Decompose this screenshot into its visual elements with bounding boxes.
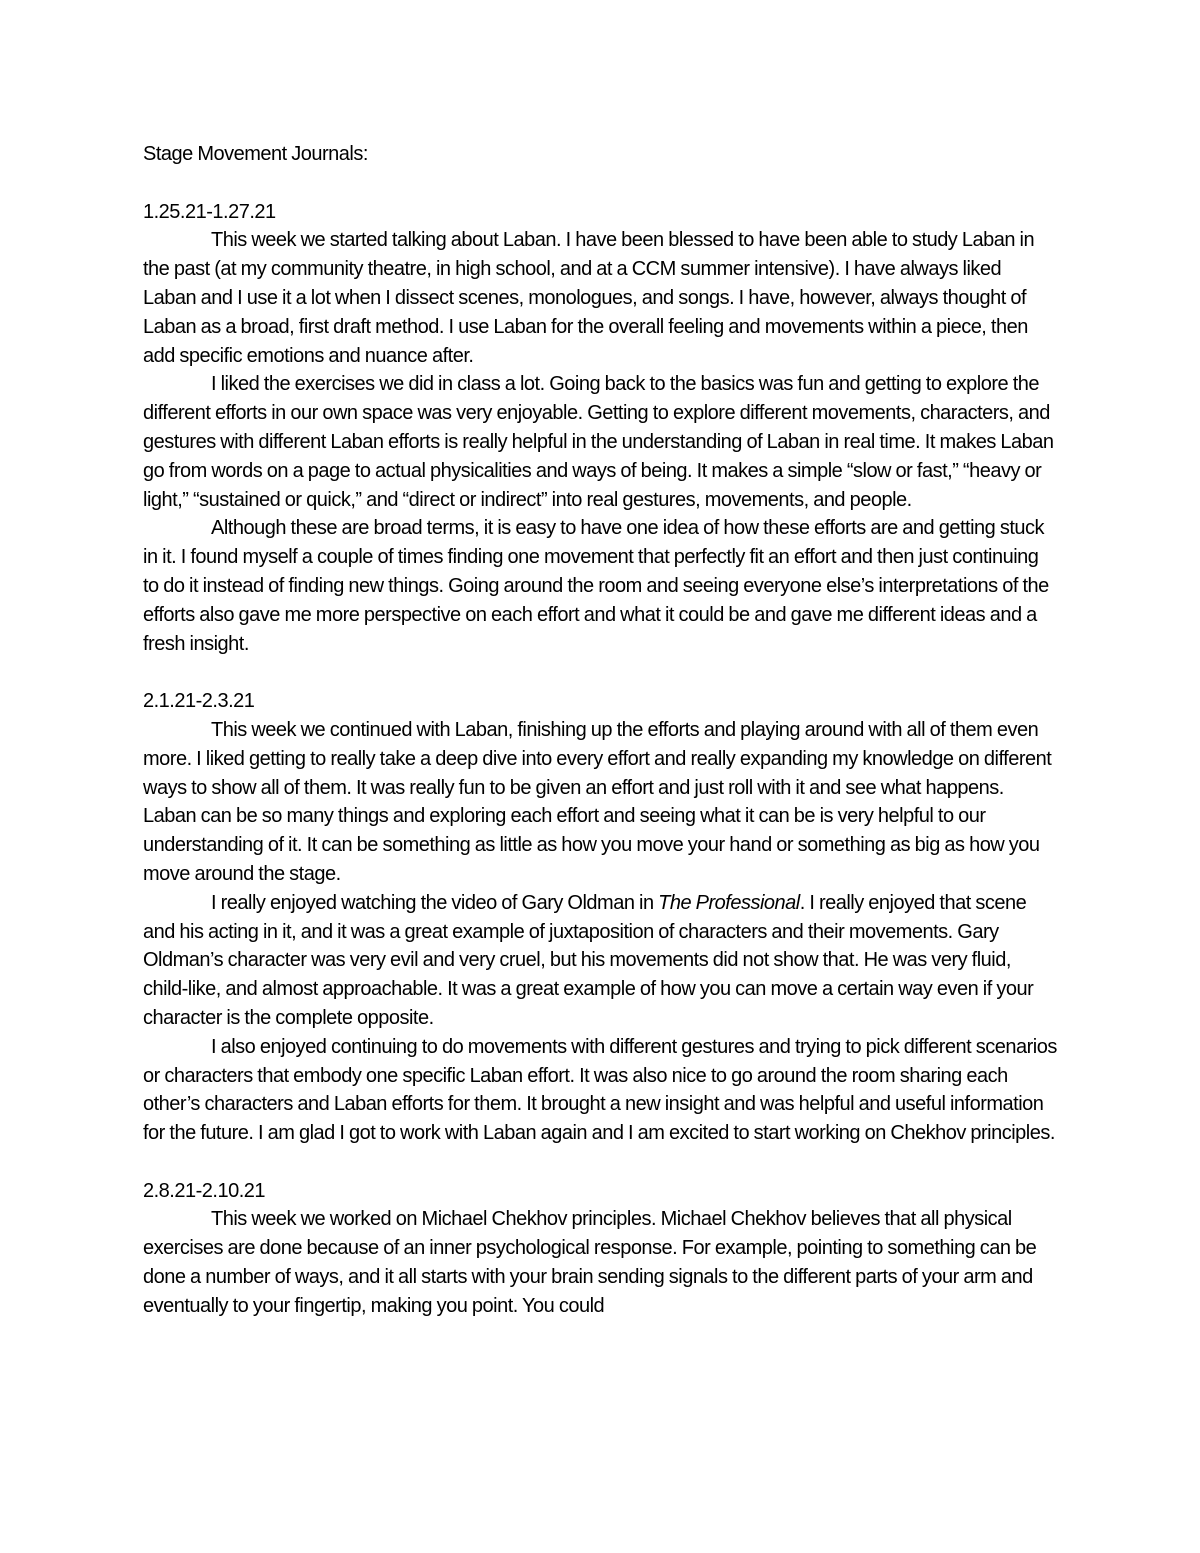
entry-date: 1.25.21-1.27.21 [143, 200, 276, 223]
entry-paragraph: I also enjoyed continuing to do movements with different gestures and trying to pick different scenarios or characters that embody one specific Laban effort. It was also nice to go around the room sharing each other’s characters and Laban efforts for them. It brought a new insight and was helpful and useful information for the future. I am glad I got to work with Laban again and I am excited to start working on Chekhov principles. [143, 1035, 1057, 1145]
film-title: The Professional [658, 891, 800, 914]
paragraph-text: . I really enjoyed that scene and his acting in it, and it was a great example of juxtaposition of characters and their movements. Gary Oldman’s character was very evil and very cruel, but his movements did not show that. He was very fluid, child-like, and almost approachable. It was a great example of how you can move a certain way even if your character is the complete opposite. [143, 891, 1034, 1029]
journal-entry-3 [143, 1177, 1058, 1321]
journal-entry-1 [143, 198, 1058, 659]
entry-paragraph: This week we started talking about Laban. I have been blessed to have been able to study Laban in the past (at my community theatre, in high school, and at a CCM summer intensive). I have always liked Laban and I use it a lot when I dissect scenes, monologues, and songs. I have, however, always thought of Laban as a broad, first draft method. I use Laban for the overall feeling and movements within a piece, then add specific emotions and nuance after. [143, 229, 1035, 367]
paragraph-text: I really enjoyed watching the video of Gary Oldman in [211, 891, 659, 914]
entry-date: 2.1.21-2.3.21 [143, 690, 255, 713]
entry-paragraph: I liked the exercises we did in class a lot. Going back to the basics was fun and getting to explore the different efforts in our own space was very enjoyable. Getting to explore different movements, characters, and gestures with different Laban efforts is really helpful in the understanding of Laban in real time. It makes Laban go from words on a page to actual physicalities and ways of being. It makes a simple “slow or fast,” “heavy or light,” “sustained or quick,” and “direct or indirect” into real gestures, movements, and people. [143, 373, 1054, 511]
entry-paragraph: Although these are broad terms, it is easy to have one idea of how these efforts are and getting stuck in it. I found myself a couple of times finding one movement that perfectly fit an effort and then just continuing to do it instead of finding new things. Going around the room and seeing everyone else’s interpretations of the efforts also gave me more perspective on each effort and what it could be and gave me different ideas and a fresh insight. [143, 517, 1049, 655]
document-page [143, 140, 1058, 1349]
entry-date: 2.8.21-2.10.21 [143, 1179, 265, 1202]
entry-paragraph [143, 889, 1058, 1033]
entry-paragraph: This week we worked on Michael Chekhov principles. Michael Chekhov believes that all physical exercises are done because of an inner psychological response. For example, pointing to something can be done a number of ways, and it all starts with your brain sending signals to the different parts of your arm and eventually to your fingertip, making you point. You could [143, 1208, 1037, 1317]
entry-paragraph: This week we continued with Laban, finishing up the efforts and playing around with all of them even more. I liked getting to really take a deep dive into every effort and really expanding my knowledge on different ways to show all of them. It was really fun to be given an effort and just roll with it and see what happens. Laban can be so many things and exploring each effort and seeing what it can be is very helpful to our understanding of it. It can be something as little as how you move your hand or something as big as how you move around the stage. [143, 718, 1052, 885]
document-title: Stage Movement Journals: [143, 143, 368, 165]
journal-entry-2 [143, 687, 1058, 1148]
